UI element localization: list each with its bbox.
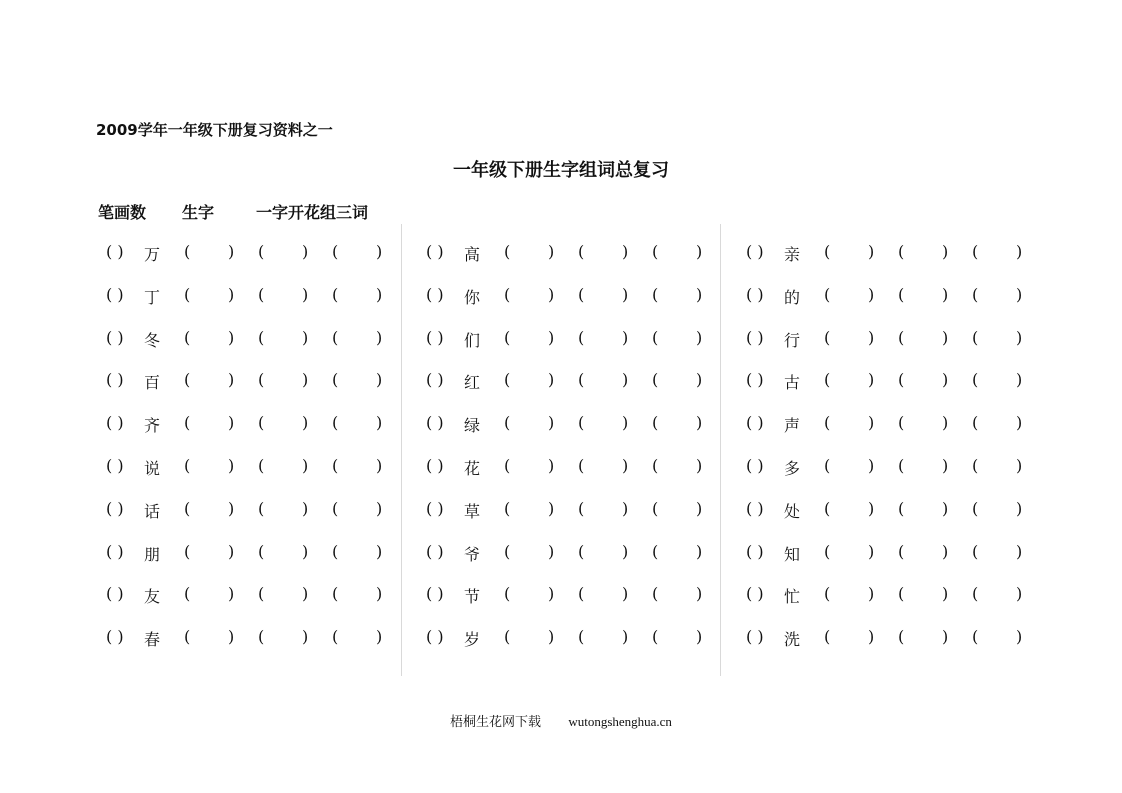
- word-blank-2-open[interactable]: (: [898, 413, 905, 433]
- word-blank-3-close[interactable]: ): [696, 498, 703, 518]
- word-blank-2-open[interactable]: (: [898, 284, 905, 304]
- document-subtitle: 2009学年一年级下册复习资料之一: [96, 121, 333, 139]
- word-blank-2-close[interactable]: ): [942, 242, 949, 261]
- header-strokes: 笔画数: [98, 203, 147, 222]
- character-column-2: [426, 232, 726, 660]
- stroke-count-blank[interactable]: ( ): [746, 584, 764, 604]
- stroke-count-blank[interactable]: ( ): [746, 413, 764, 433]
- character: 万: [144, 245, 161, 264]
- word-blank-1-open[interactable]: (: [184, 327, 191, 347]
- word-blank-1-close[interactable]: ): [548, 584, 555, 604]
- word-blank-1-open[interactable]: (: [824, 413, 831, 433]
- word-blank-1-close[interactable]: ): [228, 242, 235, 261]
- word-blank-2-close[interactable]: ): [622, 327, 629, 347]
- stroke-count-blank[interactable]: ( ): [426, 284, 444, 304]
- word-blank-2-open[interactable]: (: [578, 284, 585, 304]
- word-blank-2-close[interactable]: ): [302, 455, 309, 475]
- word-blank-1-close[interactable]: ): [228, 455, 235, 475]
- stroke-count-blank[interactable]: ( ): [426, 413, 444, 433]
- stroke-count-blank[interactable]: ( ): [746, 455, 764, 475]
- stroke-count-blank[interactable]: ( ): [426, 584, 444, 604]
- word-blank-2-open[interactable]: (: [258, 413, 265, 433]
- word-blank-3-close[interactable]: ): [376, 327, 383, 347]
- word-blank-3-close[interactable]: ): [376, 413, 383, 433]
- footer-site-name: 梧桐生花网下载: [450, 714, 542, 729]
- word-blank-1-close[interactable]: ): [868, 413, 875, 433]
- word-blank-1-open[interactable]: (: [184, 498, 191, 518]
- word-blank-3-close[interactable]: ): [696, 584, 703, 604]
- word-blank-2-close[interactable]: ): [622, 413, 629, 433]
- stroke-count-blank[interactable]: ( ): [426, 370, 444, 390]
- word-blank-1-open[interactable]: (: [824, 327, 831, 347]
- word-blank-1-close[interactable]: ): [548, 327, 555, 347]
- column-divider: [720, 224, 721, 676]
- character: 友: [144, 587, 161, 607]
- character: 花: [464, 458, 481, 478]
- stroke-count-blank[interactable]: ( ): [106, 541, 124, 561]
- word-blank-3-open[interactable]: (: [972, 455, 979, 475]
- character: 冬: [144, 330, 161, 350]
- word-blank-2-close[interactable]: ): [622, 370, 629, 390]
- word-blank-1-open[interactable]: (: [184, 284, 191, 304]
- word-blank-1-open[interactable]: (: [824, 541, 831, 561]
- character-row: [106, 489, 406, 532]
- word-blank-2-close[interactable]: ): [302, 498, 309, 518]
- character-row: [426, 318, 726, 361]
- character-row: [106, 318, 406, 361]
- character-row: [426, 446, 726, 489]
- character-row: [106, 275, 406, 318]
- character: 红: [464, 373, 481, 393]
- character: 节: [464, 587, 481, 607]
- word-blank-2-open[interactable]: (: [578, 370, 585, 390]
- word-blank-3-open[interactable]: (: [652, 242, 659, 261]
- word-blank-2-open[interactable]: (: [258, 242, 265, 261]
- stroke-count-blank[interactable]: ( ): [106, 284, 124, 304]
- word-blank-3-open[interactable]: (: [332, 541, 339, 561]
- word-blank-3-open[interactable]: (: [332, 627, 339, 647]
- word-blank-1-open[interactable]: (: [184, 413, 191, 433]
- footer-url: wutongshenghua.cn: [568, 714, 672, 729]
- word-blank-2-close[interactable]: ): [942, 455, 949, 475]
- stroke-count-blank[interactable]: ( ): [106, 413, 124, 433]
- word-blank-2-open[interactable]: (: [258, 370, 265, 390]
- word-blank-2-open[interactable]: (: [578, 242, 585, 261]
- word-blank-2-close[interactable]: ): [942, 327, 949, 347]
- word-blank-3-close[interactable]: ): [1016, 584, 1023, 604]
- word-blank-3-close[interactable]: ): [696, 455, 703, 475]
- stroke-count-blank[interactable]: ( ): [426, 498, 444, 518]
- word-blank-3-open[interactable]: (: [972, 627, 979, 647]
- word-blank-3-close[interactable]: ): [376, 242, 383, 261]
- character-column-3: [746, 232, 1046, 660]
- word-blank-1-close[interactable]: ): [548, 455, 555, 475]
- word-blank-2-close[interactable]: ): [622, 541, 629, 561]
- word-blank-2-close[interactable]: ): [942, 584, 949, 604]
- word-blank-3-close[interactable]: ): [1016, 413, 1023, 433]
- word-blank-1-open[interactable]: (: [504, 284, 511, 304]
- word-blank-1-close[interactable]: ): [548, 242, 555, 261]
- page-footer: [0, 711, 1122, 730]
- word-blank-2-open[interactable]: (: [258, 284, 265, 304]
- column-divider: [401, 224, 402, 676]
- word-blank-3-open[interactable]: (: [972, 284, 979, 304]
- character: 高: [464, 245, 481, 264]
- word-blank-2-open[interactable]: (: [898, 327, 905, 347]
- character: 亲: [784, 245, 801, 264]
- word-blank-1-open[interactable]: (: [824, 242, 831, 261]
- character-row: [106, 446, 406, 489]
- word-blank-3-open[interactable]: (: [652, 284, 659, 304]
- stroke-count-blank[interactable]: ( ): [426, 455, 444, 475]
- stroke-count-blank[interactable]: ( ): [746, 327, 764, 347]
- word-blank-2-open[interactable]: (: [578, 627, 585, 647]
- word-blank-3-close[interactable]: ): [696, 327, 703, 347]
- word-blank-1-close[interactable]: ): [228, 284, 235, 304]
- character-row: [746, 232, 1046, 275]
- word-blank-3-close[interactable]: ): [1016, 242, 1023, 261]
- word-blank-1-open[interactable]: (: [184, 541, 191, 561]
- word-blank-3-open[interactable]: (: [652, 584, 659, 604]
- stroke-count-blank[interactable]: ( ): [106, 627, 124, 647]
- stroke-count-blank[interactable]: ( ): [426, 327, 444, 347]
- word-blank-3-open[interactable]: (: [652, 455, 659, 475]
- character-row: [746, 318, 1046, 361]
- word-blank-3-close[interactable]: ): [376, 541, 383, 561]
- word-blank-3-close[interactable]: ): [1016, 541, 1023, 561]
- word-blank-1-open[interactable]: (: [504, 498, 511, 518]
- word-blank-2-close[interactable]: ): [622, 627, 629, 647]
- word-blank-3-open[interactable]: (: [972, 242, 979, 261]
- character-row: [746, 489, 1046, 532]
- word-blank-3-close[interactable]: ): [1016, 284, 1023, 304]
- word-blank-1-open[interactable]: (: [184, 455, 191, 475]
- header-character: 生字: [182, 203, 215, 222]
- word-blank-1-open[interactable]: (: [184, 584, 191, 604]
- word-blank-2-close[interactable]: ): [302, 413, 309, 433]
- word-blank-2-close[interactable]: ): [622, 498, 629, 518]
- word-blank-1-open[interactable]: (: [504, 541, 511, 561]
- word-blank-3-close[interactable]: ): [696, 413, 703, 433]
- word-blank-2-close[interactable]: ): [942, 370, 949, 390]
- word-blank-2-open[interactable]: (: [258, 584, 265, 604]
- word-blank-1-close[interactable]: ): [228, 327, 235, 347]
- character-row: [426, 617, 726, 660]
- word-blank-2-open[interactable]: (: [898, 370, 905, 390]
- word-blank-2-close[interactable]: ): [622, 455, 629, 475]
- word-blank-1-open[interactable]: (: [824, 627, 831, 647]
- word-blank-2-close[interactable]: ): [302, 242, 309, 261]
- character-row: [746, 617, 1046, 660]
- word-blank-3-open[interactable]: (: [972, 413, 979, 433]
- word-blank-3-close[interactable]: ): [376, 584, 383, 604]
- word-blank-2-close[interactable]: ): [942, 284, 949, 304]
- word-blank-3-open[interactable]: (: [332, 455, 339, 475]
- word-blank-2-open[interactable]: (: [258, 327, 265, 347]
- word-blank-1-close[interactable]: ): [548, 284, 555, 304]
- word-blank-2-open[interactable]: (: [578, 498, 585, 518]
- word-blank-1-open[interactable]: (: [824, 370, 831, 390]
- word-blank-1-open[interactable]: (: [184, 242, 191, 261]
- stroke-count-blank[interactable]: ( ): [106, 498, 124, 518]
- word-blank-1-open[interactable]: (: [184, 627, 191, 647]
- word-blank-3-open[interactable]: (: [972, 541, 979, 561]
- word-blank-3-close[interactable]: ): [1016, 498, 1023, 518]
- character-row: [426, 574, 726, 617]
- word-blank-1-close[interactable]: ): [868, 541, 875, 561]
- word-blank-3-close[interactable]: ): [376, 627, 383, 647]
- word-blank-1-open[interactable]: (: [504, 627, 511, 647]
- character-row: [426, 532, 726, 575]
- stroke-count-blank[interactable]: ( ): [426, 242, 444, 261]
- stroke-count-blank[interactable]: ( ): [746, 284, 764, 304]
- word-blank-3-open[interactable]: (: [332, 242, 339, 261]
- character-row: [426, 232, 726, 275]
- word-blank-1-close[interactable]: ): [228, 584, 235, 604]
- word-blank-1-close[interactable]: ): [868, 627, 875, 647]
- character-row: [106, 617, 406, 660]
- character-row: [106, 403, 406, 446]
- word-blank-3-close[interactable]: ): [376, 284, 383, 304]
- word-blank-1-close[interactable]: ): [548, 627, 555, 647]
- word-blank-3-open[interactable]: (: [652, 327, 659, 347]
- character-row: [426, 275, 726, 318]
- word-blank-3-close[interactable]: ): [696, 284, 703, 304]
- word-blank-2-close[interactable]: ): [942, 413, 949, 433]
- character: 们: [464, 330, 481, 350]
- word-blank-1-open[interactable]: (: [504, 413, 511, 433]
- word-blank-3-close[interactable]: ): [376, 498, 383, 518]
- character: 百: [144, 373, 161, 393]
- word-blank-2-close[interactable]: ): [942, 627, 949, 647]
- word-blank-2-open[interactable]: (: [898, 627, 905, 647]
- word-blank-2-close[interactable]: ): [622, 584, 629, 604]
- word-blank-3-open[interactable]: (: [652, 541, 659, 561]
- word-blank-3-open[interactable]: (: [972, 584, 979, 604]
- stroke-count-blank[interactable]: ( ): [746, 541, 764, 561]
- word-blank-1-open[interactable]: (: [824, 455, 831, 475]
- stroke-count-blank[interactable]: ( ): [426, 541, 444, 561]
- stroke-count-blank[interactable]: ( ): [746, 370, 764, 390]
- word-blank-2-open[interactable]: (: [898, 455, 905, 475]
- word-blank-3-close[interactable]: ): [696, 242, 703, 261]
- word-blank-1-close[interactable]: ): [228, 627, 235, 647]
- word-blank-2-close[interactable]: ): [622, 242, 629, 261]
- word-blank-2-open[interactable]: (: [578, 413, 585, 433]
- word-blank-2-open[interactable]: (: [898, 498, 905, 518]
- word-blank-3-open[interactable]: (: [332, 327, 339, 347]
- word-blank-3-open[interactable]: (: [652, 498, 659, 518]
- character-row: [106, 232, 406, 275]
- word-blank-2-open[interactable]: (: [578, 327, 585, 347]
- character-row: [426, 360, 726, 403]
- word-blank-1-close[interactable]: ): [548, 413, 555, 433]
- word-blank-2-close[interactable]: ): [302, 284, 309, 304]
- character-row: [746, 532, 1046, 575]
- word-blank-3-open[interactable]: (: [332, 498, 339, 518]
- word-blank-1-close[interactable]: ): [228, 413, 235, 433]
- word-blank-1-close[interactable]: ): [228, 370, 235, 390]
- word-blank-1-open[interactable]: (: [504, 584, 511, 604]
- word-blank-1-close[interactable]: ): [868, 584, 875, 604]
- word-blank-3-open[interactable]: (: [972, 327, 979, 347]
- word-blank-1-open[interactable]: (: [504, 370, 511, 390]
- word-blank-2-close[interactable]: ): [942, 498, 949, 518]
- word-blank-1-open[interactable]: (: [184, 370, 191, 390]
- word-blank-1-open[interactable]: (: [824, 284, 831, 304]
- character-row: [106, 574, 406, 617]
- word-blank-3-close[interactable]: ): [696, 370, 703, 390]
- word-blank-1-close[interactable]: ): [228, 541, 235, 561]
- character-row: [426, 403, 726, 446]
- character: 处: [784, 501, 801, 521]
- word-blank-3-open[interactable]: (: [332, 370, 339, 390]
- word-blank-3-open[interactable]: (: [972, 498, 979, 518]
- character: 岁: [464, 630, 481, 650]
- word-blank-1-close[interactable]: ): [868, 242, 875, 261]
- header-words: 一字开花组三词: [256, 203, 369, 222]
- word-blank-2-close[interactable]: ): [302, 584, 309, 604]
- character: 草: [464, 501, 481, 521]
- word-blank-3-open[interactable]: (: [972, 370, 979, 390]
- word-blank-2-close[interactable]: ): [302, 627, 309, 647]
- character: 忙: [784, 587, 801, 607]
- word-blank-2-open[interactable]: (: [578, 584, 585, 604]
- document-title: 一年级下册生字组词总复习: [453, 160, 669, 181]
- word-blank-2-open[interactable]: (: [258, 541, 265, 561]
- stroke-count-blank[interactable]: ( ): [746, 498, 764, 518]
- character-row: [746, 360, 1046, 403]
- word-blank-3-open[interactable]: (: [652, 370, 659, 390]
- word-blank-3-open[interactable]: (: [332, 413, 339, 433]
- word-blank-2-open[interactable]: (: [258, 627, 265, 647]
- word-blank-1-close[interactable]: ): [868, 455, 875, 475]
- word-blank-3-close[interactable]: ): [1016, 455, 1023, 475]
- word-blank-1-close[interactable]: ): [548, 498, 555, 518]
- word-blank-1-open[interactable]: (: [824, 584, 831, 604]
- character: 行: [784, 330, 801, 350]
- word-blank-2-close[interactable]: ): [302, 370, 309, 390]
- word-blank-1-close[interactable]: ): [228, 498, 235, 518]
- character: 春: [144, 630, 161, 650]
- word-blank-2-open[interactable]: (: [898, 541, 905, 561]
- word-blank-1-open[interactable]: (: [504, 242, 511, 261]
- word-blank-2-close[interactable]: ): [942, 541, 949, 561]
- word-blank-1-close[interactable]: ): [868, 284, 875, 304]
- word-blank-3-close[interactable]: ): [696, 627, 703, 647]
- word-blank-1-open[interactable]: (: [504, 327, 511, 347]
- character-row: [426, 489, 726, 532]
- word-blank-2-close[interactable]: ): [302, 541, 309, 561]
- character: 绿: [464, 416, 481, 436]
- word-blank-3-close[interactable]: ): [1016, 627, 1023, 647]
- word-blank-3-open[interactable]: (: [652, 413, 659, 433]
- word-blank-2-close[interactable]: ): [302, 327, 309, 347]
- word-blank-3-open[interactable]: (: [332, 284, 339, 304]
- word-blank-3-close[interactable]: ): [376, 370, 383, 390]
- word-blank-2-open[interactable]: (: [898, 242, 905, 261]
- character-row: [106, 532, 406, 575]
- character: 古: [784, 373, 801, 393]
- word-blank-1-close[interactable]: ): [548, 541, 555, 561]
- word-blank-3-open[interactable]: (: [652, 627, 659, 647]
- character: 说: [144, 458, 161, 478]
- character: 多: [784, 458, 801, 478]
- word-blank-2-open[interactable]: (: [258, 455, 265, 475]
- word-blank-1-close[interactable]: ): [868, 370, 875, 390]
- character: 话: [144, 501, 161, 521]
- word-blank-2-open[interactable]: (: [258, 498, 265, 518]
- character-row: [746, 275, 1046, 318]
- stroke-count-blank[interactable]: ( ): [106, 242, 124, 261]
- character-column-1: [106, 232, 406, 660]
- character: 朋: [144, 544, 161, 564]
- character-row: [746, 574, 1046, 617]
- character: 你: [464, 287, 481, 307]
- stroke-count-blank[interactable]: ( ): [106, 584, 124, 604]
- character-row: [106, 360, 406, 403]
- word-blank-1-open[interactable]: (: [504, 455, 511, 475]
- word-blank-3-close[interactable]: ): [376, 455, 383, 475]
- word-blank-1-close[interactable]: ): [868, 327, 875, 347]
- stroke-count-blank[interactable]: ( ): [106, 370, 124, 390]
- word-blank-2-open[interactable]: (: [578, 455, 585, 475]
- word-blank-1-close[interactable]: ): [548, 370, 555, 390]
- character: 齐: [144, 416, 161, 436]
- word-blank-2-close[interactable]: ): [622, 284, 629, 304]
- character: 丁: [144, 287, 161, 307]
- word-blank-1-open[interactable]: (: [824, 498, 831, 518]
- character: 的: [784, 287, 801, 307]
- word-blank-3-close[interactable]: ): [1016, 370, 1023, 390]
- stroke-count-blank[interactable]: ( ): [106, 455, 124, 475]
- word-blank-3-close[interactable]: ): [1016, 327, 1023, 347]
- word-blank-2-open[interactable]: (: [898, 584, 905, 604]
- character: 知: [784, 544, 801, 564]
- stroke-count-blank[interactable]: ( ): [746, 627, 764, 647]
- stroke-count-blank[interactable]: ( ): [746, 242, 764, 261]
- word-blank-3-open[interactable]: (: [332, 584, 339, 604]
- word-blank-2-open[interactable]: (: [578, 541, 585, 561]
- stroke-count-blank[interactable]: ( ): [426, 627, 444, 647]
- character-row: [746, 403, 1046, 446]
- stroke-count-blank[interactable]: ( ): [106, 327, 124, 347]
- character: 声: [784, 416, 801, 436]
- word-blank-1-close[interactable]: ): [868, 498, 875, 518]
- character: 爷: [464, 544, 481, 564]
- character-row: [746, 446, 1046, 489]
- character: 洗: [784, 630, 801, 650]
- word-blank-3-close[interactable]: ): [696, 541, 703, 561]
